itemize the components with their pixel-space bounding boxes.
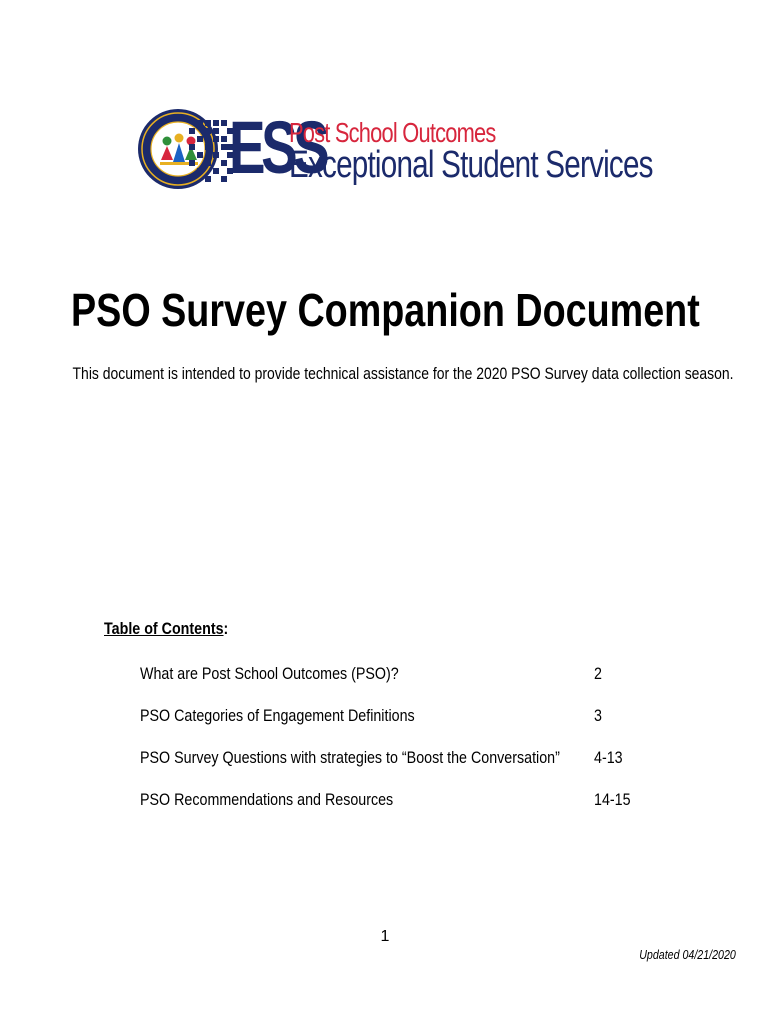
toc-entry-label: What are Post School Outcomes (PSO)?	[140, 664, 399, 683]
toc-entry-page: 2	[594, 664, 602, 683]
pixel-pattern-icon	[189, 120, 233, 182]
toc-entry[interactable]	[140, 703, 640, 729]
ess-logo	[137, 106, 653, 194]
toc-entry-page: 14-15	[594, 790, 631, 809]
toc-entry-label: PSO Categories of Engagement Definitions	[140, 706, 415, 725]
toc-entry[interactable]	[140, 787, 640, 813]
document-title	[0, 282, 770, 338]
logo-ess-mark: ESS	[229, 106, 326, 189]
logo-department-name: Exceptional Student Services	[289, 144, 653, 186]
toc-entry[interactable]	[140, 661, 640, 687]
document-subtitle-text: This document is intended to provide technical assistance for the 2020 PSO Survey data collection season.	[72, 364, 734, 383]
toc-entry-page: 3	[594, 706, 602, 725]
updated-date: Updated 04/21/2020	[639, 947, 736, 962]
toc-entry-label: PSO Recommendations and Resources	[140, 790, 394, 809]
toc-heading-text: Table of Contents	[104, 619, 224, 638]
toc-entry-page: 4-13	[594, 748, 623, 767]
toc-entry[interactable]	[140, 745, 640, 771]
toc-heading	[104, 617, 228, 641]
page-number: 1	[380, 928, 390, 945]
toc-entry-label: PSO Survey Questions with strategies to “Boost the Conversation”	[140, 748, 560, 767]
document-title-text: PSO Survey Companion Document	[70, 284, 700, 336]
document-subtitle	[0, 362, 770, 386]
logo-program-name: Post School Outcomes	[289, 117, 496, 148]
toc-heading-colon: :	[223, 619, 229, 638]
